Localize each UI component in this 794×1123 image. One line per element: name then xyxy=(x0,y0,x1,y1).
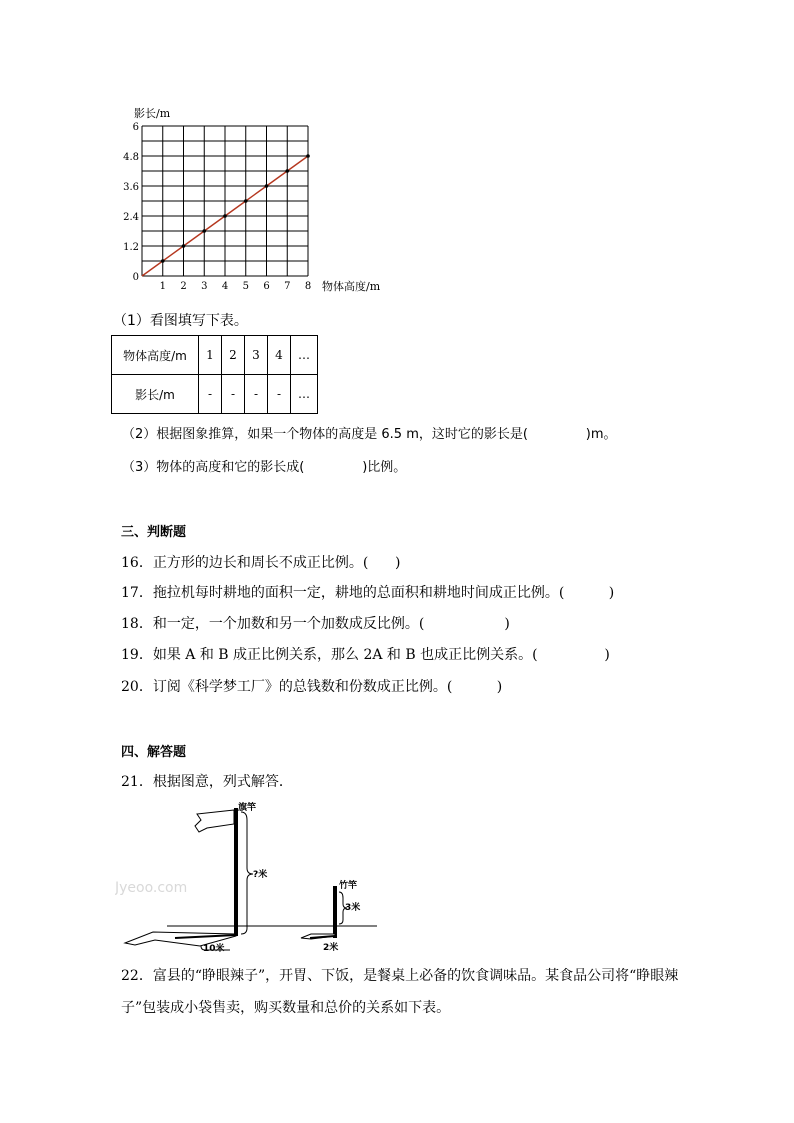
table-row xyxy=(112,336,318,375)
data-point xyxy=(202,229,206,233)
height-bracket xyxy=(241,812,253,934)
table-row xyxy=(112,375,318,414)
question-2-text: （2）根据图象推算，如果一个物体的高度是 6.5 m，这时它的影长是( )m。 xyxy=(122,427,617,442)
question-20: 20．订阅《科学梦工厂》的总钱数和份数成正比例。( ) xyxy=(121,679,503,695)
table-cell: - xyxy=(268,375,291,414)
x-tick-label: 7 xyxy=(284,281,291,292)
table-cell: 2 xyxy=(222,336,245,375)
table-cell: - xyxy=(222,375,245,414)
table-header-height: 物体高度/m xyxy=(112,336,199,375)
question-3-text: （3）物体的高度和它的影长成( )比例。 xyxy=(122,460,407,475)
table-cell: … xyxy=(291,336,318,375)
table-cell: … xyxy=(291,375,318,414)
flagpole-label: 旗竿 xyxy=(238,803,257,813)
flagpole-bamboo-figure xyxy=(115,800,385,955)
y-tick-label: 0 xyxy=(132,272,139,283)
question-1-text: （1）看图填写下表。 xyxy=(113,313,248,329)
data-point xyxy=(306,154,310,158)
x-tick-label: 3 xyxy=(201,281,208,292)
question-16: 16．正方形的边长和周长不成正比例。( ) xyxy=(121,555,401,571)
flagpole-height-label: ?米 xyxy=(253,870,268,880)
y-tick-label: 4.8 xyxy=(123,152,139,163)
section-3-heading: 三、判断题 xyxy=(121,525,187,540)
data-point xyxy=(161,259,165,263)
chart-ticks xyxy=(123,122,311,292)
table-cell: 1 xyxy=(199,336,222,375)
data-point xyxy=(285,169,289,173)
chart-grid xyxy=(142,126,308,276)
bamboo-label: 竹竿 xyxy=(339,881,358,891)
x-tick-label: 5 xyxy=(242,281,249,292)
table-cell: 3 xyxy=(245,336,268,375)
data-point xyxy=(182,244,186,248)
chart-series xyxy=(142,154,310,276)
question-22-line-2: 子”包装成小袋售卖，购买数量和总价的关系如下表。 xyxy=(121,1000,451,1016)
x-tick-label: 1 xyxy=(159,281,166,292)
x-axis-title: 物体高度/m xyxy=(322,280,381,293)
data-point xyxy=(223,214,227,218)
table-cell: - xyxy=(245,375,268,414)
table-cell: - xyxy=(199,375,222,414)
data-point xyxy=(244,199,248,203)
bamboo-shadow-label: 2米 xyxy=(323,943,339,953)
flagpole-shadow-label: 10米 xyxy=(203,944,225,954)
section-4-heading: 四、解答题 xyxy=(121,745,187,760)
x-tick-label: 8 xyxy=(304,281,312,292)
table-header-shadow: 影长/m xyxy=(112,375,199,414)
y-tick-label: 2.4 xyxy=(123,212,139,223)
question-21: 21．根据图意，列式解答． xyxy=(121,774,293,790)
x-tick-label: 6 xyxy=(263,281,270,292)
question-22-line-1: 22．富县的“睁眼辣子”，开胃、下饭，是餐桌上必备的饮食调味品。某食品公司将“睁眼辣 xyxy=(121,968,679,984)
data-point xyxy=(265,184,269,188)
table-cell: 4 xyxy=(268,336,291,375)
watermark: Jyeoo.com xyxy=(115,880,188,896)
y-axis-title: 影长/m xyxy=(134,107,171,120)
shadow-length-chart xyxy=(0,0,794,300)
question-19: 19．如果 A 和 B 成正比例关系，那么 2A 和 B 也成正比例关系。( ) xyxy=(121,647,610,663)
x-tick-label: 4 xyxy=(221,281,229,292)
question-18: 18．和一定，一个加数和另一个加数成反比例。( ) xyxy=(121,616,510,632)
question-17: 17．拖拉机每时耕地的面积一定，耕地的总面积和耕地时间成正比例。( ) xyxy=(121,585,615,601)
flag-icon xyxy=(195,810,234,832)
bamboo-pole xyxy=(333,886,337,938)
x-tick-label: 2 xyxy=(180,281,187,292)
y-tick-label: 1.2 xyxy=(123,242,139,253)
y-tick-label: 6 xyxy=(132,122,139,133)
bamboo-height-label: 3米 xyxy=(345,903,361,913)
fill-table xyxy=(111,335,318,414)
flagpole xyxy=(234,808,238,936)
y-tick-label: 3.6 xyxy=(123,182,139,193)
